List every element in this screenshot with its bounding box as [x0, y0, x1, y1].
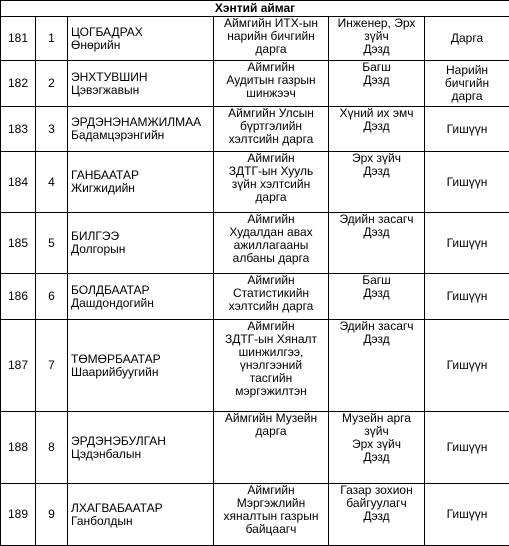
position: [214, 61, 329, 107]
header-row: [1, 1, 509, 17]
given-name: Ганболдын: [71, 515, 210, 528]
row-index: 188: [1, 412, 36, 484]
profession-line: Дэзд: [332, 510, 421, 523]
membership-status: [425, 412, 509, 484]
row-number: 1: [36, 17, 68, 61]
position-line: Мэргэжлийн: [217, 497, 325, 510]
table-row: [1, 274, 509, 320]
table-row: [1, 17, 509, 61]
given-name: Дашдондогийн: [71, 297, 210, 310]
position-line: нарийн бичгийн: [217, 30, 325, 43]
position: [214, 274, 329, 320]
membership-status: [425, 274, 509, 320]
row-index: 185: [1, 213, 36, 274]
position-line: дарга: [217, 191, 325, 204]
row-number: 8: [36, 412, 68, 484]
position-line: Аймгийн Музейн: [217, 412, 325, 425]
person-name: [68, 484, 214, 546]
profession-line: зүйч: [332, 30, 421, 43]
profession: [329, 61, 425, 107]
row-number: 5: [36, 213, 68, 274]
profession: [329, 17, 425, 61]
given-name: Цэдэнбалын: [71, 448, 210, 461]
table-row: [1, 213, 509, 274]
position-line: Аудитын газрын: [217, 74, 325, 87]
row-number: 7: [36, 320, 68, 412]
row-number: 2: [36, 61, 68, 107]
person-name: [68, 107, 214, 152]
membership-status: [425, 213, 509, 274]
status-line: Гишүүн: [428, 441, 506, 454]
position-line: Худалдан авах: [217, 226, 325, 239]
status-line: Гишүүн: [428, 237, 506, 250]
profession-line: Дэзд: [332, 74, 421, 87]
status-line: Гишүүн: [428, 359, 506, 372]
position: [214, 213, 329, 274]
profession-line: Хүний их эмч: [332, 107, 421, 120]
table-row: [1, 152, 509, 213]
profession-line: Эрх зүйч: [332, 438, 421, 451]
person-name: [68, 274, 214, 320]
surname: ЭРДЭНЭНАМЖИЛМАА: [71, 116, 210, 129]
position-line: шинжээч: [217, 87, 325, 100]
row-number: 4: [36, 152, 68, 213]
position: [214, 412, 329, 484]
person-name: [68, 17, 214, 61]
profession: [329, 412, 425, 484]
status-line: Гишүүн: [428, 176, 506, 189]
profession: [329, 213, 425, 274]
surname: БИЛГЭЭ: [71, 230, 210, 243]
table-row: [1, 107, 509, 152]
position-line: Аймгийн: [217, 484, 325, 497]
profession-line: Эдийн засагч: [332, 320, 421, 333]
position-line: Аймгийн Улсын: [217, 107, 325, 120]
status-line: Дарга: [428, 32, 506, 45]
position-line: ЗДТГ-ын Хууль: [217, 165, 325, 178]
row-index: 182: [1, 61, 36, 107]
membership-status: [425, 107, 509, 152]
profession-line: Дэзд: [332, 287, 421, 300]
profession: [329, 274, 425, 320]
position-line: Аймгийн: [217, 213, 325, 226]
status-line: дарга: [428, 90, 506, 103]
person-name: [68, 213, 214, 274]
status-line: Нарийн: [428, 64, 506, 77]
profession-line: зүйч: [332, 425, 421, 438]
table-row: [1, 61, 509, 107]
status-line: Гишүүн: [428, 123, 506, 136]
profession: [329, 152, 425, 213]
surname: ЭРДЭНЭБУЛГАН: [71, 435, 210, 448]
position: [214, 484, 329, 546]
position: [214, 320, 329, 412]
position-line: албаны дарга: [217, 252, 325, 265]
surname: ЛХАГВАБААТАР: [71, 502, 210, 515]
row-index: 187: [1, 320, 36, 412]
person-name: [68, 412, 214, 484]
surname: ГАНБААТАР: [71, 169, 210, 182]
row-index: 186: [1, 274, 36, 320]
profession-line: Дэзд: [332, 165, 421, 178]
profession-line: Дэзд: [332, 43, 421, 56]
membership-status: [425, 484, 509, 546]
membership-status: [425, 61, 509, 107]
given-name: Өнөрийн: [71, 39, 210, 52]
row-index: 181: [1, 17, 36, 61]
position-line: Аймгийн: [217, 274, 325, 287]
surname: ТӨМӨРБААТАР: [71, 353, 210, 366]
surname: ЭНХТУВШИН: [71, 71, 210, 84]
given-name: Шаарийбуугийн: [71, 366, 210, 379]
position-line: Аймгийн: [217, 61, 325, 74]
position-line: үнэлгээний: [217, 359, 325, 372]
membership-status: [425, 320, 509, 412]
row-number: 9: [36, 484, 68, 546]
profession-line: байгуулагч: [332, 497, 421, 510]
status-line: Гишүүн: [428, 290, 506, 303]
position: [214, 152, 329, 213]
profession-line: Дэзд: [332, 120, 421, 133]
profession-line: Эдийн засагч: [332, 213, 421, 226]
status-line: бичгийн: [428, 77, 506, 90]
profession-line: Багш: [332, 274, 421, 287]
membership-status: [425, 17, 509, 61]
membership-status: [425, 152, 509, 213]
position-line: Аймгийн: [217, 320, 325, 333]
profession: [329, 107, 425, 152]
surname: ЦОГБАДРАХ: [71, 26, 210, 39]
profession-line: Багш: [332, 61, 421, 74]
profession-line: Дэзд: [332, 226, 421, 239]
position-line: ажиллагааны: [217, 239, 325, 252]
position-line: дарга: [217, 43, 325, 56]
given-name: Долгорын: [71, 243, 210, 256]
position-line: хэлтсийн дарга: [217, 300, 325, 313]
row-index: 184: [1, 152, 36, 213]
position-line: мэргэжилтэн: [217, 385, 325, 398]
position-line: хяналтын газрын: [217, 510, 325, 523]
position-line: хэлтсийн дарга: [217, 133, 325, 146]
profession-line: Инженер, Эрх: [332, 17, 421, 30]
row-index: 183: [1, 107, 36, 152]
row-number: 6: [36, 274, 68, 320]
table-row: [1, 320, 509, 412]
position-line: Статистикийн: [217, 287, 325, 300]
profession-line: Газар зохион: [332, 484, 421, 497]
aimag-title: Хэнтий аймаг: [1, 1, 509, 17]
position-line: дарга: [217, 425, 325, 438]
profession-line: Дэзд: [332, 451, 421, 464]
position: [214, 107, 329, 152]
person-name: [68, 320, 214, 412]
row-index: 189: [1, 484, 36, 546]
position-line: шинжилгээ,: [217, 346, 325, 359]
position-line: Аймгийн ИТХ-ын: [217, 17, 325, 30]
person-name: [68, 61, 214, 107]
position-line: ЗДТГ-ын Хяналт: [217, 333, 325, 346]
position-line: тасгийн: [217, 372, 325, 385]
profession-line: Эрх зүйч: [332, 152, 421, 165]
table-row: [1, 484, 509, 546]
profession-line: Музейн арга: [332, 412, 421, 425]
position: [214, 17, 329, 61]
person-name: [68, 152, 214, 213]
roster-body: [1, 1, 509, 546]
given-name: Жигжидийн: [71, 182, 210, 195]
given-name: Цэвэгжавын: [71, 84, 210, 97]
profession: [329, 320, 425, 412]
row-number: 3: [36, 107, 68, 152]
position-line: бүртгэлийн: [217, 120, 325, 133]
table-row: [1, 412, 509, 484]
profession-line: Дэзд: [332, 333, 421, 346]
position-line: зүйн хэлтсийн: [217, 178, 325, 191]
given-name: Бадамцэрэнгийн: [71, 129, 210, 142]
status-line: Гишүүн: [428, 508, 506, 521]
profession: [329, 484, 425, 546]
position-line: Аймгийн: [217, 152, 325, 165]
position-line: байцаагч: [217, 523, 325, 536]
surname: БОЛДБААТАР: [71, 284, 210, 297]
